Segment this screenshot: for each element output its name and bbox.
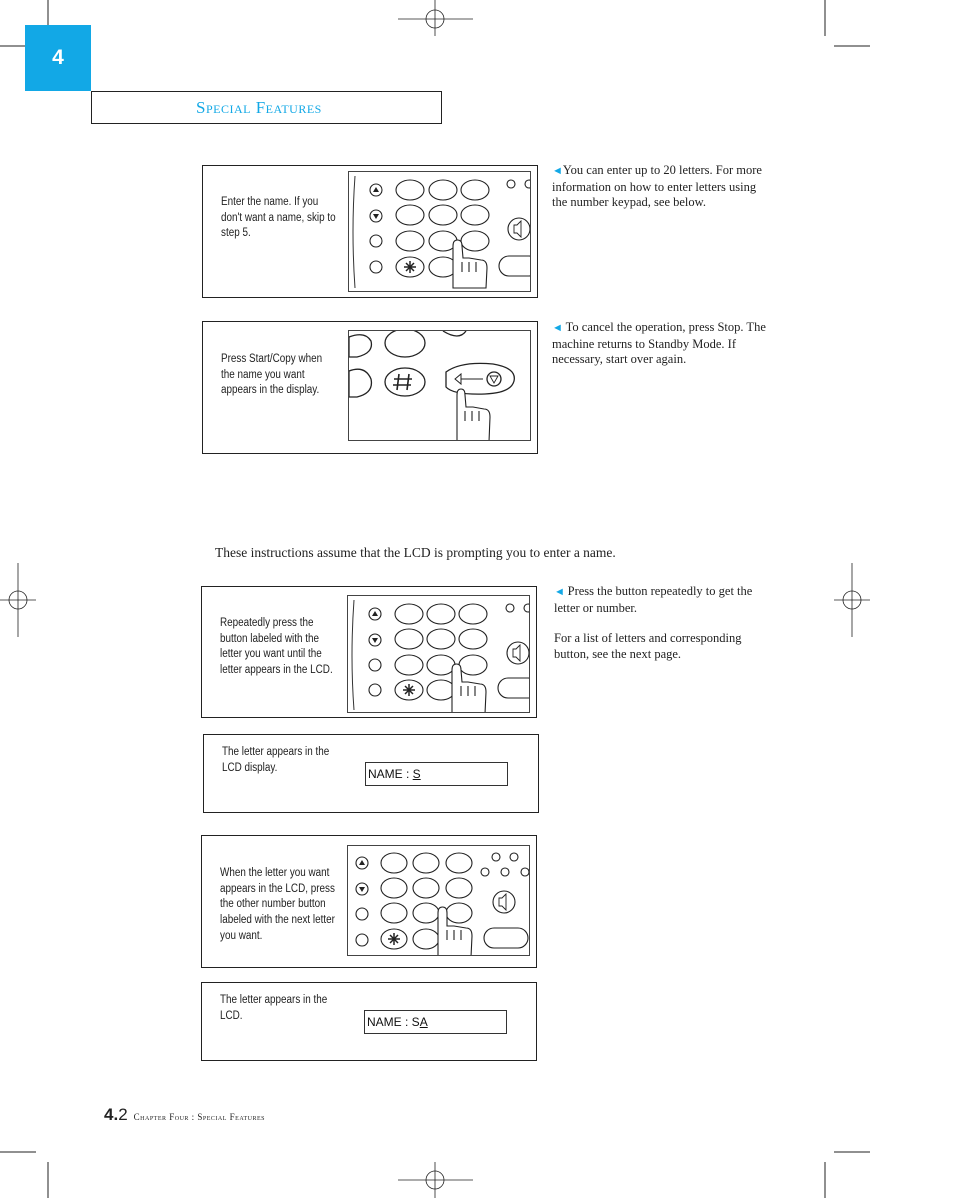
page-number-minor: 2 — [118, 1105, 128, 1124]
blue-triangle-bullet-icon: ◄ — [552, 165, 563, 177]
section-title: Special Features — [91, 91, 442, 124]
hash-key-icon — [385, 368, 425, 396]
note-press-repeatedly: ◄ Press the button repeatedly to get the letter or number. For a list of letters and corresponding button, see the next page. — [554, 584, 769, 662]
blue-triangle-bullet-icon: ◄ — [552, 322, 566, 334]
start-copy-icon — [498, 678, 530, 698]
step-panel-lcd-s — [203, 734, 539, 813]
speaker-icon — [493, 891, 515, 913]
lcd-display: NAME : S — [365, 762, 508, 786]
speaker-icon — [508, 218, 530, 240]
chapter-tab: 4 — [25, 25, 91, 91]
step-text: Press Start/Copy when the name you want appears in the display. — [221, 353, 323, 397]
page-number-major: 4. — [104, 1105, 119, 1124]
pointing-hand-icon — [457, 389, 490, 441]
note-letter-list: For a list of letters and corresponding button, see the next page. — [554, 631, 742, 661]
registration-mark-right — [834, 563, 870, 637]
step-panel-press-letter — [201, 586, 537, 718]
start-copy-illustration — [348, 330, 531, 441]
step-text: The letter appears in the LCD display. — [222, 746, 330, 774]
step-panel-press-start — [202, 321, 538, 454]
step-text: The letter appears in the LCD. — [220, 994, 328, 1022]
step-panel-next-letter — [201, 835, 537, 968]
intro-text: These instructions assume that the LCD is prompting you to enter a name. — [215, 545, 616, 560]
registration-mark-left — [0, 563, 36, 637]
lcd-display: NAME : S A — [364, 1010, 507, 1034]
chapter-label: Chapter Four : Special Features — [133, 1112, 266, 1122]
speaker-icon — [507, 642, 529, 664]
step-text: When the letter you want appears in the LCD, press the other number button labeled with the next letter you want. — [220, 867, 335, 942]
step-text: Repeatedly press the button labeled with the letter you want until the letter appears in the LCD. — [220, 617, 333, 677]
registration-mark-bottom — [398, 1162, 473, 1198]
start-copy-icon — [484, 928, 528, 948]
start-copy-icon — [499, 256, 531, 276]
keypad-illustration — [347, 595, 530, 713]
blue-triangle-bullet-icon: ◄ — [554, 586, 568, 598]
note-max-letters: ◄You can enter up to 20 letters. For more information on how to enter letters using the number keypad, see below. — [552, 163, 762, 209]
step-panel-lcd-sa — [201, 982, 537, 1061]
keypad-illustration — [348, 171, 531, 292]
step-text: Enter the name. If you don't want a name, skip to step 5. — [221, 196, 336, 240]
keypad-illustration — [347, 845, 530, 956]
step-panel-enter-name — [202, 165, 538, 298]
note-cancel: ◄ To cancel the operation, press Stop. The machine returns to Standby Mode. If necessary, start over again. — [552, 320, 766, 366]
page-footer — [104, 1105, 265, 1125]
registration-mark-top — [398, 0, 473, 36]
